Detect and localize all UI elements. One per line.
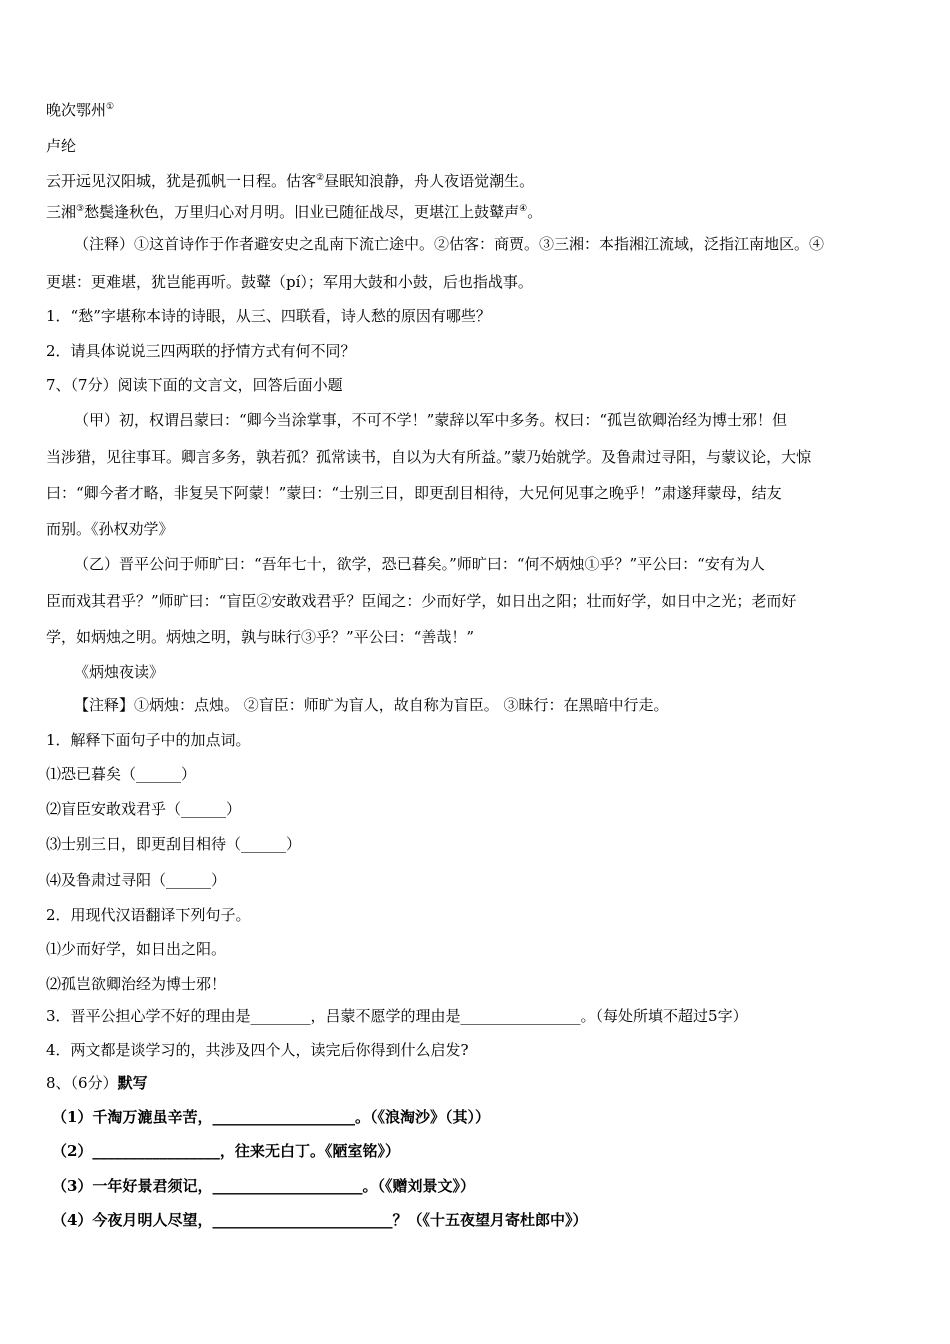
q8-item-4: （4）今夜月明人尽望，________________________？（《十五夜望月寄杜郎中》） [52,1211,588,1229]
q7-jia-line-4: 而别。《孙权劝学》 [46,520,174,538]
poem-line-1: 云开远见汉阳城，犹是孤帆一日程。估客②昼眠知浪静，舟人夜语觉潮生。 [46,172,535,190]
q7-sub-1-item-2: ⑵盲臣安敢戏君乎（______） [46,800,242,818]
q8-item-3: （3）一年好景君须记，____________________。（《赠刘景文》） [52,1177,475,1195]
poem-line-2: 三湘③愁鬓逢秋色，万里归心对月明。旧业已随征战尽，更堪江上鼓鼙声④。 [46,203,543,221]
q7-yi-line-2: 臣而戏其君乎？”师旷曰：“盲臣②安敢戏君乎？臣闻之：少而好学，如日出之阳；壮而好学，如日中之光；老而好 [46,592,797,610]
q8-item-1: （1）千淘万漉虽辛苦，___________________。（《浪淘沙》（其）） [52,1108,490,1126]
poem-author: 卢纶 [46,137,77,155]
poem-note-line-1: （注释）①这首诗作于作者避安史之乱南下流亡途中。②估客：商贾。③三湘：本指湘江流域，泛指江南地区。④ [74,235,825,253]
poem-note-line-2: 更堪：更难堪，犹岂能再听。鼓鼙（pí）；军用大鼓和小鼓，后也指战事。 [46,273,533,291]
q7-yi-line-3: 学，如炳烛之明。炳烛之明，孰与昧行③乎？”平公曰：“善哉！” [46,628,475,646]
q8-heading: 8、（6分）默写 [46,1074,148,1092]
q7-sub-2: 2．用现代汉语翻译下列句子。 [46,906,251,924]
q7-heading: 7、（7分）阅读下面的文言文，回答后面小题 [46,376,343,394]
q7-sub-2-item-1: ⑴少而好学，如日出之阳。 [46,940,227,958]
q7-sub-1-item-1: ⑴恐已暮矣（______） [46,765,197,783]
q7-sub-1: 1．解释下面句子中的加点词。 [46,731,251,749]
q7-jia-line-2: 当涉猎，见往事耳。卿言多务，孰若孤？孤常读书，自以为大有所益。”蒙乃始就学。及鲁肃过寻阳，与蒙议论，大惊 [46,448,812,466]
q7-jia-line-1: （甲）初，权谓吕蒙曰：“卿今当涂掌事，不可不学！”蒙辞以军中多务。权曰：“孤岂欲卿治经为博士邪！但 [74,411,788,429]
q8-item-2: （2）_________________，往来无白丁。《陋室铭》） [52,1142,400,1160]
q7-sub-1-item-3: ⑶士别三日，即更刮目相待（______） [46,835,302,853]
q7-sub-4: 4．两文都是谈学习的，共涉及四个人，读完后你得到什么启发? [46,1041,469,1059]
poem-question-1: 1．“愁”字堪称本诗的诗眼，从三、四联看，诗人愁的原因有哪些？ [46,307,491,325]
q7-annotation: 【注释】①炳烛：点烛。 ②盲臣：师旷为盲人，故自称为盲臣。 ③昧行：在黑暗中行走。 [74,696,669,714]
poem-question-2: 2．请具体说说三四两联的抒情方式有何不同？ [46,342,356,360]
q7-sub-3: 3．晋平公担心学不好的理由是________，吕蒙不愿学的理由是________________。（每处所填不超过5字） [46,1007,748,1025]
q7-yi-line-1: （乙）晋平公问于师旷曰：“吾年七十，欲学，恐已暮矣。”师旷曰：“何不炳烛①乎？”平公曰：“安有为人 [74,555,765,573]
q7-jia-line-3: 曰：“卿今者才略，非复吴下阿蒙！”蒙曰：“士别三日，即更刮目相待，大兄何见事之晚乎！”肃遂拜蒙母，结友 [46,484,782,502]
q7-sub-1-item-4: ⑷及鲁肃过寻阳（______） [46,871,227,889]
poem-title: 晚次鄂州① [46,101,115,119]
q7-yi-title: 《炳烛夜读》 [74,663,165,681]
q7-sub-2-item-2: ⑵孤岂欲卿治经为博士邪！ [46,975,227,993]
